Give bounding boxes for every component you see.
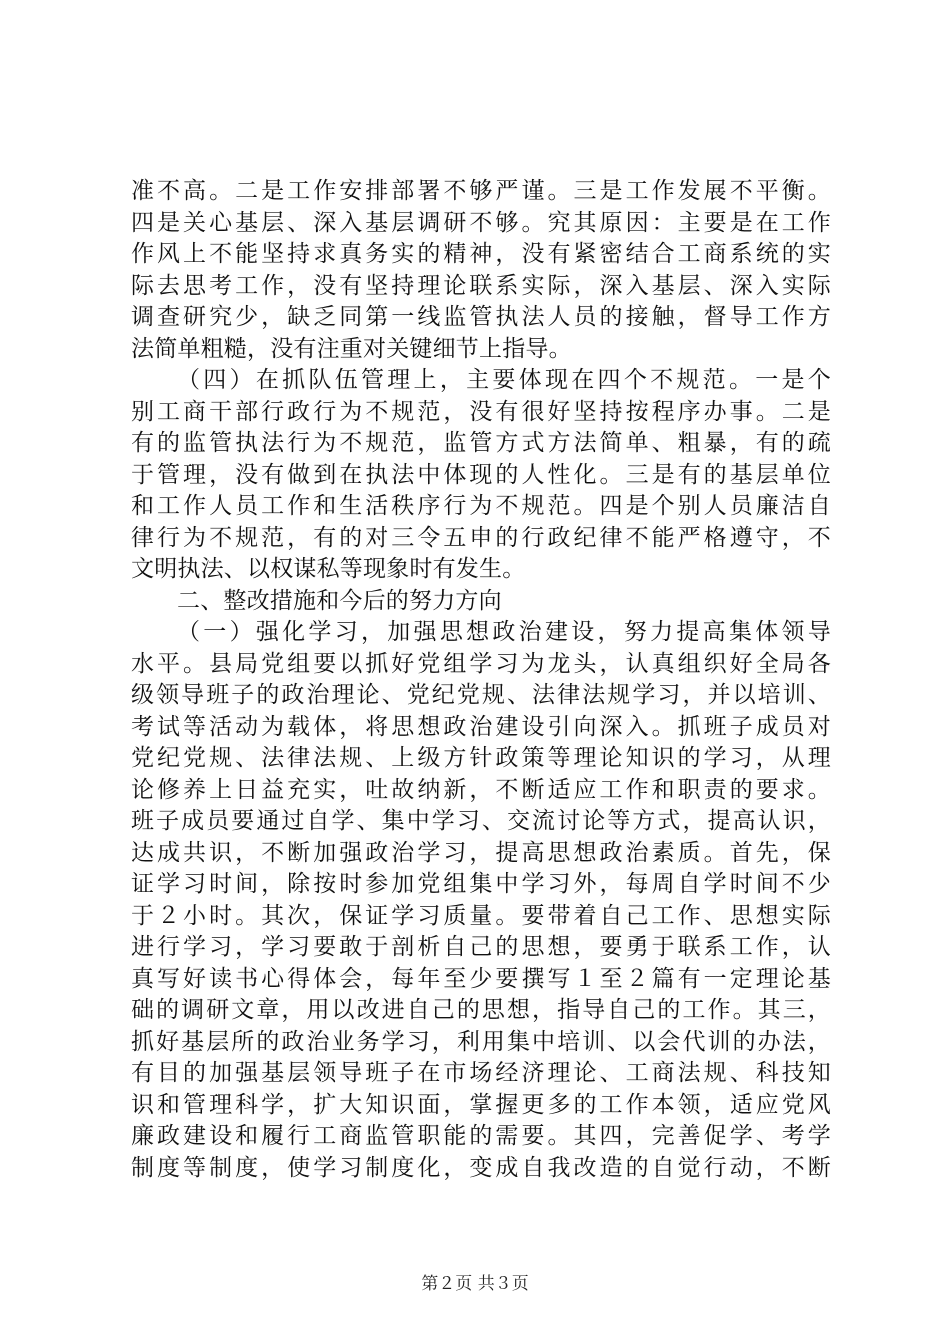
text-line: 际去思考工作，没有坚持理论联系实际，深入基层、深入实际: [131, 272, 831, 299]
text-line: 础的调研文章，用以改进自己的思想，指导自己的工作。其三，: [131, 997, 831, 1023]
document-body: [131, 176, 831, 1184]
text-line: 证学习时间，除按时参加党组集中学习外，每周自学时间不少: [131, 871, 831, 897]
text-line: 别工商干部行政行为不规范，没有很好坚持按程序办事。二是: [131, 398, 831, 425]
text-line: 法简单粗糙，没有注重对关键细节上指导。: [131, 335, 572, 362]
text-line: 真写好读书心得体会，每年至少要撰写１至２篇有一定理论基: [131, 965, 831, 992]
text-line: 作风上不能坚持求真务实的精神，没有紧密结合工商系统的实: [131, 241, 831, 267]
text-line: 四是关心基层、深入基层调研不够。究其原因：主要是在工作: [131, 209, 831, 236]
text-line: 识和管理科学，扩大知识面，掌握更多的工作本领，适应党风: [131, 1091, 831, 1118]
text-line: 党纪党规、法律法规、上级方针政策等理论知识的学习，从理: [131, 745, 831, 771]
text-line: 进行学习，学习要敢于剖析自己的思想，要勇于联系工作，认: [131, 934, 831, 960]
section-heading: 二、整改措施和今后的努力方向: [177, 587, 502, 614]
text-line: 水平。县局党组要以抓好党组学习为龙头，认真组织好全局各: [131, 650, 831, 677]
text-line: 律行为不规范，有的对三令五申的行政纪律不能严格遵守，不: [131, 524, 831, 551]
text-line: 有目的加强基层领导班子在市场经济理论、工商法规、科技知: [131, 1060, 831, 1086]
text-line: 论修养上日益充实，吐故纳新，不断适应工作和职责的要求。: [131, 776, 831, 803]
text-line: 抓好基层所的政治业务学习，利用集中培训、以会代训的办法，: [131, 1028, 831, 1055]
text-line: 制度等制度，使学习制度化，变成自我改造的自觉行动，不断: [131, 1154, 831, 1181]
text-line: 于管理，没有做到在执法中体现的人性化。三是有的基层单位: [131, 461, 831, 488]
text-line: 调查研究少，缺乏同第一线监管执法人员的接触，督导工作方: [131, 304, 831, 330]
text-line: 和工作人员工作和生活秩序行为不规范。四是个别人员廉洁自: [131, 493, 831, 519]
text-line: 班子成员要通过自学、集中学习、交流讨论等方式，提高认识，: [131, 808, 831, 834]
text-line: 达成共识，不断加强政治学习，提高思想政治素质。首先，保: [131, 839, 831, 866]
text-line: 考试等活动为载体，将思想政治建设引向深入。抓班子成员对: [131, 713, 831, 740]
text-line: 级领导班子的政治理论、党纪党规、法律法规学习，并以培训、: [131, 682, 831, 708]
text-line: 廉政建设和履行工商监管职能的需要。其四，完善促学、考学: [131, 1123, 831, 1149]
paragraph-heading-1: （一）强化学习，加强思想政治建设，努力提高集体领导: [177, 619, 831, 645]
text-line: 文明执法、以权谋私等现象时有发生。: [131, 556, 526, 582]
text-line: 有的监管执法行为不规范，监管方式方法简单、粗暴，有的疏: [131, 430, 831, 456]
page-footer: 第２页 共３页: [421, 1274, 529, 1294]
text-line: 于２小时。其次，保证学习质量。要带着自己工作、思想实际: [131, 902, 831, 929]
text-line: 准不高。二是工作安排部署不够严谨。三是工作发展不平衡。: [131, 178, 831, 204]
paragraph-heading-4: （四）在抓队伍管理上，主要体现在四个不规范。一是个: [177, 367, 831, 393]
